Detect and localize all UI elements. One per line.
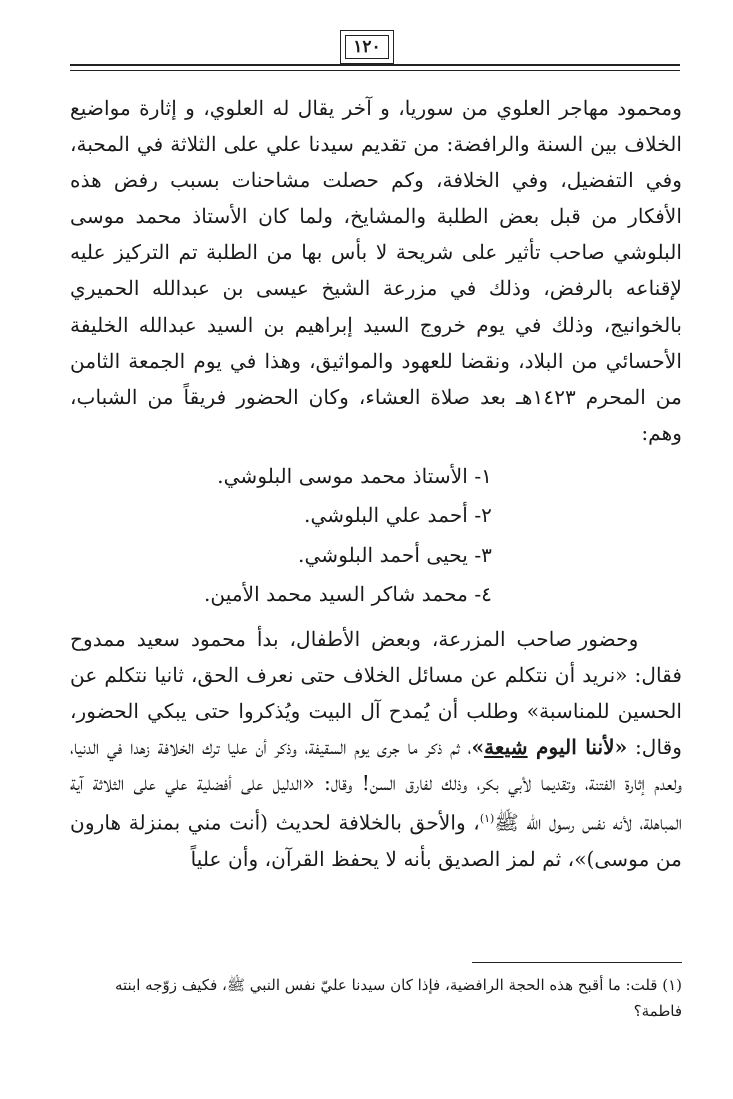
paragraph-2-part-a: وحضور صاحب المزرعة، وبعض الأطفال، بدأ محمود سعيد ممدوح فقال: «نريد أن نتكلم عن مسائل الخلاف حتى نعرف الحق، ثانيا نتكلم عن الحسين للمناسبة» وطلب أن يُمدح آل البيت ويُذكروا حتى يبكي الحضور، وقال:	[70, 626, 683, 760]
page-number-box	[340, 30, 394, 64]
header-rule-thick	[70, 64, 680, 66]
paragraph-2	[70, 621, 682, 877]
paragraph-1: ومحمود مهاجر العلوي من سوريا، و آخر يقال له العلوي، و إثارة مواضيع الخلاف بين السنة والرافضة: من تقديم سيدنا علي على الثلاثة في المحبة، وفي التفضيل، وفي الخلافة، وكم حصلت مشاحنات بسبب رفض هذه الأفكار من قبل بعض الطلبة والمشايخ، ولما كان الأستاذ محمد موسى البلوشي صاحب تأثير على شريحة لا بأس بها من الطلبة تم التركيز عليه لإقناعه بالرفض، وذلك في مزرعة الشيخ عيسى بن عبدالله الحميري بالخوانيج، وذلك في يوم خروج السيد إبراهيم بن السيد عبدالله الخليفة الأحسائي من البلاد، ونقضا للعهود والمواثيق، وهذا في يوم الجمعة الثامن من المحرم ١٤٢٣هـ بعد صلاة العشاء، وكان الحضور فريقاً من الشباب، وهم:	[70, 96, 682, 445]
paragraph-2-part-c: ، والأحق بالخلافة لحديث (أنت مني بمنزلة هارون من موسى)»، ثم لمز الصديق بأنه لا يحفظ القرآن، وأن علياً	[70, 811, 682, 872]
page-number: ١٢٠	[345, 35, 389, 59]
list-item: ١- الأستاذ محمد موسى البلوشي.	[217, 463, 492, 488]
paragraph-2-part-b: ، ثم ذكر ما جرى يوم السقيفة، وذكر أن عليا ترك الخلافة زهدا في الدنيا، ولعدم إثارة الفتنة، وتقديما لأبي بكر، وذلك لفارق السن! وقال: «الدليل على أفضلية علي على الثلاثة آية المباهلة، لأنه نفس رسول الله ﷺ	[70, 735, 682, 836]
footnote-reference[interactable]: (١)	[479, 812, 495, 826]
quote-close: »	[471, 735, 485, 760]
list-item: ٢- أحمد علي البلوشي.	[304, 503, 492, 528]
header-rule-thin	[70, 70, 680, 71]
list-item: ٣- يحيى أحمد البلوشي.	[298, 542, 492, 567]
main-text	[70, 90, 682, 877]
attendee-list	[70, 457, 682, 615]
footnote-rule	[472, 962, 682, 963]
shia-word: شيعة	[484, 735, 528, 760]
quote-bold	[471, 735, 627, 759]
footnote: (١) قلت: ما أقبح هذه الحجة الرافضية، فإذا كان سيدنا عليّ نفس النبي ﷺ، فكيف زوّجه ابنته فاطمة؟	[114, 976, 682, 1020]
quote-open: «لأننا اليوم	[527, 735, 628, 760]
list-item: ٤- محمد شاكر السيد محمد الأمين.	[203, 582, 492, 607]
